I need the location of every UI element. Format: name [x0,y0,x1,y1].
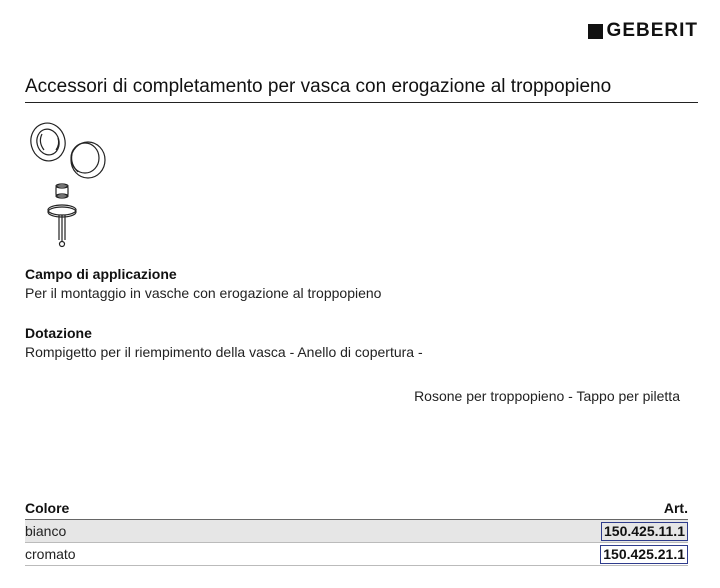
section-heading-equipment: Dotazione [25,325,92,341]
section-text-equipment-line1: Rompigetto per il riempimento della vasca - Anello di copertura - [25,344,423,360]
section-text-equipment-line2: Rosone per troppopieno - Tappo per piletta [414,388,680,404]
row-color: cromato [25,546,76,562]
logo-square-icon [588,24,603,39]
column-header-color: Colore [25,500,70,516]
article-table [25,497,688,566]
page-title: Accessori di completamento per vasca con erogazione al troppopieno [25,76,698,103]
column-header-art: Art. [663,500,688,516]
table-row [25,543,688,566]
section-text-application: Per il montaggio in vasche con erogazione al troppopieno [25,285,382,301]
brand-name: GEBERIT [606,20,698,41]
row-art-number: 150.425.21.1 [600,545,688,564]
row-color: bianco [25,523,67,539]
table-header [25,497,688,520]
bath-filler-accessories-icon [28,120,118,250]
section-heading-application: Campo di applicazione [25,266,177,282]
row-art-number: 150.425.11.1 [601,522,688,541]
table-row [25,520,688,543]
brand-logo [588,20,698,42]
